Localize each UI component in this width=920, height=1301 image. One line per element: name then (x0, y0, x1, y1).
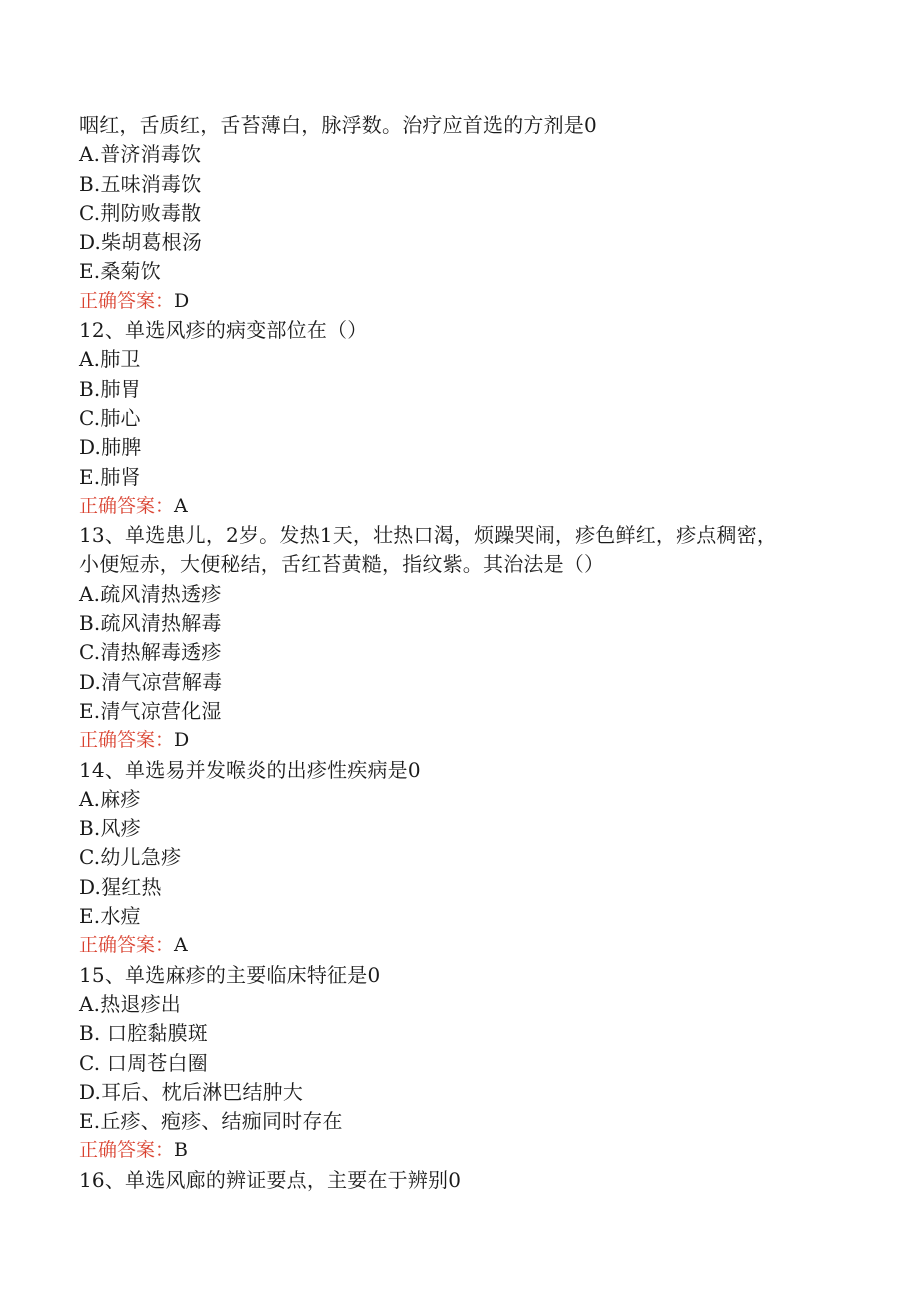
correct-answer (79, 492, 839, 521)
question-stem: 13、单选患儿，2岁。发热1天，壮热口渴，烦躁哭闹，疹色鲜红，疹点稠密， (79, 523, 778, 548)
answer-option: B.五味消毒饮 (79, 171, 202, 196)
answer-option: C.荆防败毒散 (79, 200, 202, 225)
answer-option: B. 口腔黏膜斑 (79, 1021, 209, 1046)
answer-option: E.丘疹、疱疹、结痂同时存在 (79, 1109, 343, 1134)
answer-option: A.热退疹出 (79, 991, 182, 1016)
correct-answer-value: A (174, 934, 188, 957)
answer-option: C.清热解毒透疹 (79, 640, 222, 665)
correct-answer-value: D (174, 289, 190, 312)
correct-answer-value: A (174, 494, 188, 517)
text-line: 小便短赤，大便秘结，舌红苔黄糙，指纹紫。其治法是（） (79, 552, 605, 577)
answer-option: E.肺肾 (79, 464, 141, 489)
answer-option: C.肺心 (79, 405, 141, 430)
answer-option: B.肺胃 (79, 376, 141, 401)
answer-option: B.疏风清热解毒 (79, 611, 222, 636)
correct-answer-label: 正确答案： (79, 934, 175, 957)
question-stem: 12、单选风疹的病变部位在（） (79, 318, 368, 343)
question-list (79, 111, 839, 1195)
answer-option: D.清气凉营解毒 (79, 669, 223, 694)
answer-option: D.肺脾 (79, 435, 142, 460)
answer-option: C.幼儿急疹 (79, 845, 182, 870)
correct-answer-value: D (174, 729, 190, 752)
answer-option: C. 口周苍白圈 (79, 1050, 208, 1075)
answer-option: E.清气凉营化湿 (79, 698, 222, 723)
text-line: 咽红，舌质红，舌苔薄白，脉浮数。治疗应首选的方剂是0 (79, 113, 597, 137)
correct-answer (79, 931, 839, 960)
answer-option: D.猩红热 (79, 874, 162, 899)
answer-option: E.桑菊饮 (79, 259, 161, 284)
correct-answer (79, 1136, 839, 1165)
question-stem: 16、单选风廊的辨证要点，主要在于辨别0 (79, 1167, 462, 1192)
answer-option: A.普济消毒饮 (79, 142, 202, 167)
answer-option: D.耳后、枕后淋巴结肿大 (79, 1079, 304, 1104)
question-stem: 14、单选易并发喉炎的出疹性疾病是0 (79, 757, 421, 782)
correct-answer (79, 287, 839, 316)
answer-option: E.水痘 (79, 904, 141, 929)
answer-option: A.肺卫 (79, 347, 141, 372)
correct-answer-value: B (174, 1139, 188, 1162)
question-stem: 15、单选麻疹的主要临床特征是0 (79, 962, 381, 987)
answer-option: A.疏风清热透疹 (79, 581, 222, 606)
answer-option: B.风疹 (79, 816, 141, 841)
correct-answer-label: 正确答案： (79, 289, 175, 312)
correct-answer-label: 正确答案： (79, 494, 175, 517)
answer-option: D.柴胡葛根汤 (79, 230, 203, 255)
correct-answer-label: 正确答案： (79, 1139, 175, 1162)
answer-option: A.麻疹 (79, 786, 141, 811)
correct-answer-label: 正确答案： (79, 729, 175, 752)
correct-answer (79, 726, 839, 755)
